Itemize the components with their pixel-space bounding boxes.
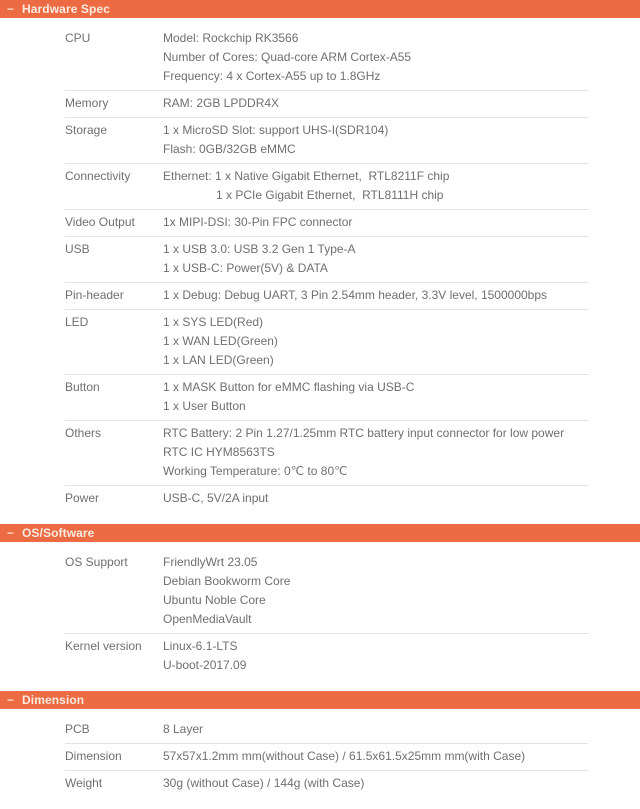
section-body-os-software (0, 542, 640, 691)
spec-label: Power (65, 491, 100, 505)
spec-value-line: 1 x WAN LED(Green) (163, 334, 278, 348)
spec-value-line: 1 x PCIe Gigabit Ethernet, RTL8111H chip (216, 188, 444, 202)
spec-value-line: Ubuntu Noble Core (163, 593, 266, 607)
spec-values (163, 637, 588, 675)
spec-row-cpu (65, 26, 588, 91)
spec-label: OS Support (65, 555, 128, 569)
spec-values (163, 313, 588, 370)
spec-value-line: FriendlyWrt 23.05 (163, 555, 258, 569)
spec-value-line: Frequency: 4 x Cortex-A55 up to 1.8GHz (163, 69, 381, 83)
spec-value-line: RAM: 2GB LPDDR4X (163, 96, 280, 110)
spec-label: CPU (65, 31, 91, 45)
spec-row-os-support (65, 550, 588, 634)
spec-value-line: 8 Layer (163, 722, 204, 736)
spec-row-video-output (65, 210, 588, 237)
spec-value-line: 1 x USB-C: Power(5V) & DATA (163, 261, 328, 275)
spec-row-pcb (65, 717, 588, 744)
spec-value-line: 1 x MicroSD Slot: support UHS-I(SDR104) (163, 123, 389, 137)
spec-value-line: 1 x MASK Button for eMMC flashing via USB-C (163, 380, 415, 394)
spec-values (163, 378, 588, 416)
spec-row-power (65, 486, 588, 512)
section-body-hardware-spec (0, 18, 640, 524)
spec-label: Button (65, 380, 100, 394)
spec-label: PCB (65, 722, 90, 736)
spec-row-pin-header (65, 283, 588, 310)
spec-label: Memory (65, 96, 109, 110)
spec-values (163, 720, 588, 739)
spec-row-usb (65, 237, 588, 283)
spec-values (163, 286, 588, 305)
spec-values (163, 167, 588, 205)
spec-row-weight (65, 771, 588, 797)
spec-label: Kernel version (65, 639, 142, 653)
section-title: OS/Software (22, 526, 95, 540)
spec-row-dimension (65, 744, 588, 771)
spec-value-line: Working Temperature: 0℃ to 80℃ (163, 464, 348, 478)
spec-values (163, 240, 588, 278)
spec-label: Connectivity (65, 169, 131, 183)
spec-value-line: 1 x LAN LED(Green) (163, 353, 274, 367)
spec-values (163, 94, 588, 113)
spec-value-line: Ethernet: 1 x Native Gigabit Ethernet, RTL8211F chip (163, 169, 450, 183)
spec-label: Others (65, 426, 102, 440)
spec-values (163, 747, 588, 766)
spec-values (163, 774, 588, 793)
spec-value-line: 1x MIPI-DSI: 30-Pin FPC connector (163, 215, 353, 229)
spec-label: LED (65, 315, 89, 329)
section-title: Hardware Spec (22, 2, 111, 16)
section-header-hardware-spec[interactable] (0, 0, 640, 18)
spec-row-storage (65, 118, 588, 164)
section-title: Dimension (22, 693, 85, 707)
spec-label: Weight (65, 776, 103, 790)
spec-value-line: Linux-6.1-LTS (163, 639, 238, 653)
spec-value-line: Debian Bookworm Core (163, 574, 291, 588)
section-body-dimension (0, 709, 640, 809)
spec-value-line: 57x57x1.2mm mm(without Case) / 61.5x61.5x25mm mm(with Case) (163, 749, 526, 763)
spec-value-line: 1 x User Button (163, 399, 246, 413)
spec-values (163, 553, 588, 629)
spec-value-line: Model: Rockchip RK3566 (163, 31, 299, 45)
spec-value-line: 1 x USB 3.0: USB 3.2 Gen 1 Type-A (163, 242, 356, 256)
spec-value-line: 1 x Debug: Debug UART, 3 Pin 2.54mm header, 3.3V level, 1500000bps (163, 288, 548, 302)
spec-label: USB (65, 242, 90, 256)
spec-values (163, 121, 588, 159)
spec-row-memory (65, 91, 588, 118)
spec-row-led (65, 310, 588, 375)
spec-row-button (65, 375, 588, 421)
spec-value-line: U-boot-2017.09 (163, 658, 247, 672)
minus-icon[interactable]: − (7, 526, 15, 540)
section-header-dimension[interactable] (0, 691, 640, 709)
spec-row-connectivity (65, 164, 588, 210)
spec-row-others (65, 421, 588, 486)
spec-values (163, 424, 588, 481)
spec-label: Dimension (65, 749, 122, 763)
spec-label: Pin-header (65, 288, 124, 302)
spec-value-line: 1 x SYS LED(Red) (163, 315, 264, 329)
spec-values (163, 213, 588, 232)
spec-values (163, 29, 588, 86)
minus-icon[interactable]: − (7, 693, 15, 707)
spec-label: Video Output (65, 215, 135, 229)
spec-value-line: RTC Battery: 2 Pin 1.27/1.25mm RTC battery input connector for low power RTC IC HYM8563TS (163, 426, 568, 459)
spec-values (163, 489, 588, 508)
spec-row-kernel-version (65, 634, 588, 679)
spec-value-line: USB-C, 5V/2A input (163, 491, 269, 505)
spec-value-line: Number of Cores: Quad-core ARM Cortex-A55 (163, 50, 412, 64)
spec-value-line: 30g (without Case) / 144g (with Case) (163, 776, 365, 790)
spec-label: Storage (65, 123, 108, 137)
section-header-os-software[interactable] (0, 524, 640, 542)
spec-value-line: OpenMediaVault (163, 612, 252, 626)
minus-icon[interactable]: − (7, 2, 15, 16)
spec-value-line: Flash: 0GB/32GB eMMC (163, 142, 296, 156)
